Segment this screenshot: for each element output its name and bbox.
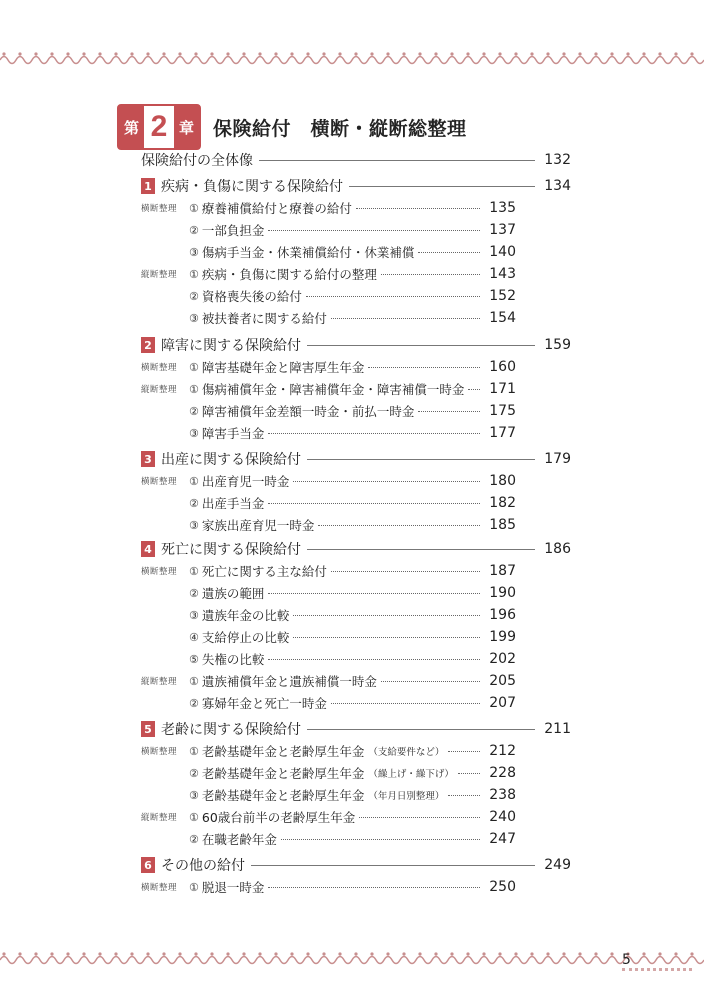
leader-dots	[368, 367, 480, 368]
leader-line	[307, 549, 535, 550]
toc-item-label-group	[141, 562, 327, 580]
leader-dots	[318, 525, 480, 526]
leader-line	[251, 865, 535, 866]
toc-item-label-group	[141, 287, 302, 305]
toc-item[interactable]	[141, 786, 516, 804]
toc-section-6[interactable]	[141, 855, 571, 875]
item-label: 遺族年金の比較	[201, 608, 290, 623]
toc-item-label-group	[141, 358, 364, 376]
item-number-mark: ③	[189, 311, 199, 325]
item-label: 死亡に関する主な給付	[201, 564, 327, 579]
item-label: 60歳台前半の老齢厚生年金	[201, 810, 356, 825]
item-category: 横断整理	[141, 477, 178, 487]
toc-item[interactable]	[141, 243, 516, 261]
chapter-prefix: 第	[124, 118, 140, 137]
section-number-badge: 4	[141, 541, 155, 557]
toc-item-label-group	[141, 221, 264, 239]
item-label: 支給停止の比較	[201, 630, 290, 645]
section-title: 疾病・負傷に関する保険給付	[161, 179, 343, 195]
leader-dots	[268, 433, 480, 434]
item-category: 横断整理	[141, 204, 178, 214]
leader-dots	[268, 230, 480, 231]
toc-item-label-group	[141, 606, 289, 624]
item-page: 190	[489, 585, 516, 601]
toc-item-label-group	[141, 742, 444, 760]
item-page: 250	[489, 879, 516, 895]
toc-item-label-group	[141, 402, 414, 420]
item-label: 被扶養者に関する給付	[201, 311, 327, 326]
toc-item-label-group	[141, 265, 377, 283]
item-label: 老齢基礎年金と老齢厚生年金	[201, 744, 365, 759]
item-page: 228	[489, 765, 516, 781]
chapter-suffix: 章	[179, 118, 195, 137]
page-number: 5	[622, 952, 631, 968]
item-page: 212	[489, 743, 516, 759]
section-number-badge: 1	[141, 178, 155, 194]
toc-item[interactable]	[141, 309, 516, 327]
item-page: 238	[489, 787, 516, 803]
section-title: 障害に関する保険給付	[161, 338, 301, 354]
item-note: （支給要件など）	[368, 747, 445, 758]
toc-item[interactable]	[141, 472, 516, 490]
toc-item-label-group	[141, 764, 454, 782]
item-number-mark: ①	[189, 564, 199, 578]
item-label: 出産育児一時金	[201, 474, 290, 489]
section-number-badge: 3	[141, 451, 155, 467]
leader-dots	[418, 411, 480, 412]
toc-item-label-group	[141, 808, 355, 826]
item-label: 失権の比較	[201, 652, 265, 667]
toc-item[interactable]	[141, 764, 516, 782]
toc-item[interactable]	[141, 694, 516, 712]
item-category: 縦断整理	[141, 385, 178, 395]
section-page: 159	[544, 337, 571, 353]
toc-section-label	[141, 539, 301, 559]
toc-item[interactable]	[141, 562, 516, 580]
item-number-mark: ①	[189, 267, 199, 281]
toc-section-4[interactable]	[141, 539, 571, 559]
section-number-badge: 5	[141, 721, 155, 737]
item-page: 140	[489, 244, 516, 260]
toc-item[interactable]	[141, 265, 516, 283]
toc-item[interactable]	[141, 380, 516, 398]
leader-dots	[268, 503, 480, 504]
bottom-wave-border	[0, 950, 704, 970]
item-number-mark: ①	[189, 674, 199, 688]
leader-dots	[306, 296, 480, 297]
item-category: 横断整理	[141, 567, 178, 577]
toc-section-3[interactable]	[141, 449, 571, 469]
leader-dots	[331, 703, 480, 704]
section-title: その他の給付	[161, 858, 245, 874]
item-note: （繰上げ・繰下げ）	[368, 769, 454, 780]
section-number-badge: 2	[141, 337, 155, 353]
toc-item-label-group	[141, 878, 264, 896]
section-number-badge: 6	[141, 857, 155, 873]
leader-line	[307, 345, 535, 346]
item-label: 障害補償年金差額一時金・前払一時金	[201, 404, 415, 419]
toc-item[interactable]	[141, 672, 516, 690]
item-number-mark: ③	[189, 788, 199, 802]
toc-item-label-group	[141, 243, 414, 261]
leader-dots	[281, 839, 480, 840]
toc-section-2[interactable]	[141, 335, 571, 355]
page-number-dots	[622, 968, 692, 971]
toc-item[interactable]	[141, 424, 516, 442]
item-label: 療養補償給付と療養の給付	[201, 201, 352, 216]
item-number-mark: ②	[189, 696, 199, 710]
toc-item[interactable]	[141, 516, 516, 534]
item-category: 横断整理	[141, 747, 178, 757]
item-page: 160	[489, 359, 516, 375]
leader-dots	[268, 887, 480, 888]
toc-section-1[interactable]	[141, 176, 571, 196]
item-page: 240	[489, 809, 516, 825]
toc-item[interactable]	[141, 584, 516, 602]
leader-dots	[448, 751, 480, 752]
toc-item-label-group	[141, 672, 377, 690]
chapter-number: 2	[144, 106, 174, 148]
toc-item[interactable]	[141, 742, 516, 760]
item-category: 横断整理	[141, 883, 178, 893]
toc-item-label-group	[141, 516, 314, 534]
toc-item-label-group	[141, 380, 464, 398]
item-page: 247	[489, 831, 516, 847]
toc-item[interactable]	[141, 402, 516, 420]
leader-dots	[268, 659, 480, 660]
item-page: 199	[489, 629, 516, 645]
toc-section-label	[141, 335, 301, 355]
item-category: 縦断整理	[141, 677, 178, 687]
item-number-mark: ②	[189, 223, 199, 237]
leader-dots	[293, 637, 480, 638]
leader-dots	[293, 481, 480, 482]
item-label: 遺族補償年金と遺族補償一時金	[201, 674, 377, 689]
item-page: 196	[489, 607, 516, 623]
leader-dots	[458, 773, 480, 774]
item-number-mark: ①	[189, 201, 199, 215]
item-number-mark: ①	[189, 360, 199, 374]
section-page: 249	[544, 857, 571, 873]
item-note: （年月日別整理）	[368, 791, 445, 802]
item-label: 家族出産育児一時金	[201, 518, 315, 533]
toc-item[interactable]	[141, 606, 516, 624]
toc-overview[interactable]	[141, 150, 571, 170]
item-label: 在職老齢年金	[201, 832, 277, 847]
toc-item[interactable]	[141, 199, 516, 217]
leader-dots	[356, 208, 480, 209]
toc-item[interactable]	[141, 287, 516, 305]
item-label: 一部負担金	[201, 223, 265, 238]
item-number-mark: ②	[189, 832, 199, 846]
item-label: 資格喪失後の給付	[201, 289, 302, 304]
section-title: 老齢に関する保険給付	[161, 722, 301, 738]
item-page: 137	[489, 222, 516, 238]
top-wave-border	[0, 50, 704, 70]
section-title: 出産に関する保険給付	[161, 452, 301, 468]
toc-item[interactable]	[141, 830, 516, 848]
item-page: 177	[489, 425, 516, 441]
toc-item[interactable]	[141, 628, 516, 646]
toc-item-label-group	[141, 199, 352, 217]
toc-item-label-group	[141, 584, 264, 602]
toc-item-label-group	[141, 694, 327, 712]
leader-dots	[268, 593, 480, 594]
item-label: 疾病・負傷に関する給付の整理	[201, 267, 377, 282]
item-number-mark: ①	[189, 474, 199, 488]
section-page: 134	[544, 178, 571, 194]
leader-dots	[448, 795, 480, 796]
leader-dots	[293, 615, 480, 616]
item-number-mark: ③	[189, 245, 199, 259]
leader-dots	[381, 274, 480, 275]
item-number-mark: ②	[189, 404, 199, 418]
section-page: 186	[544, 541, 571, 557]
item-category: 縦断整理	[141, 270, 178, 280]
toc-item-label-group	[141, 472, 289, 490]
section-page: 179	[544, 451, 571, 467]
item-label: 老齢基礎年金と老齢厚生年金	[201, 766, 365, 781]
toc-overview-page: 132	[544, 152, 571, 168]
item-page: 205	[489, 673, 516, 689]
item-number-mark: ③	[189, 426, 199, 440]
item-page: 175	[489, 403, 516, 419]
leader-dots	[359, 817, 480, 818]
toc-item-label-group	[141, 628, 289, 646]
item-number-mark: ⑤	[189, 652, 199, 666]
leader-line	[349, 186, 535, 187]
item-number-mark: ④	[189, 630, 199, 644]
item-number-mark: ①	[189, 880, 199, 894]
toc-item-label-group	[141, 494, 264, 512]
leader-dots	[331, 571, 480, 572]
toc-section-label	[141, 176, 343, 196]
toc-section-5[interactable]	[141, 719, 571, 739]
section-title: 死亡に関する保険給付	[161, 542, 301, 558]
toc-section-label	[141, 855, 245, 875]
item-page: 182	[489, 495, 516, 511]
toc-item-label-group	[141, 650, 264, 668]
section-page: 211	[544, 721, 571, 737]
item-label: 障害手当金	[201, 426, 265, 441]
toc-item[interactable]	[141, 494, 516, 512]
leader-dots	[381, 681, 480, 682]
item-label: 傷病手当金・休業補償給付・休業補償	[201, 245, 415, 260]
item-page: 135	[489, 200, 516, 216]
item-label: 寡婦年金と死亡一時金	[201, 696, 327, 711]
item-page: 187	[489, 563, 516, 579]
item-page: 154	[489, 310, 516, 326]
toc-section-label	[141, 719, 301, 739]
leader-line	[307, 729, 535, 730]
item-category: 縦断整理	[141, 813, 178, 823]
toc-item-label-group	[141, 830, 277, 848]
item-label: 出産手当金	[201, 496, 265, 511]
toc-section-label	[141, 449, 301, 469]
leader-line	[259, 160, 535, 161]
toc-overview-label: 保険給付の全体像	[141, 153, 253, 169]
item-page: 185	[489, 517, 516, 533]
item-page: 152	[489, 288, 516, 304]
item-label: 脱退一時金	[201, 880, 265, 895]
item-label: 障害基礎年金と障害厚生年金	[201, 360, 365, 375]
item-number-mark: ②	[189, 289, 199, 303]
item-number-mark: ②	[189, 766, 199, 780]
leader-dots	[418, 252, 480, 253]
item-number-mark: ①	[189, 810, 199, 824]
item-number-mark: ③	[189, 608, 199, 622]
toc-item[interactable]	[141, 878, 516, 896]
toc-item-label-group	[141, 424, 264, 442]
toc-item[interactable]	[141, 650, 516, 668]
item-label: 老齢基礎年金と老齢厚生年金	[201, 788, 365, 803]
item-number-mark: ①	[189, 744, 199, 758]
item-number-mark: ②	[189, 496, 199, 510]
toc-item[interactable]	[141, 221, 516, 239]
chapter-badge	[117, 104, 201, 150]
item-label: 傷病補償年金・障害補償年金・障害補償一時金	[201, 382, 465, 397]
leader-dots	[468, 389, 480, 390]
item-page: 207	[489, 695, 516, 711]
item-page: 171	[489, 381, 516, 397]
item-number-mark: ③	[189, 518, 199, 532]
leader-line	[307, 459, 535, 460]
item-page: 202	[489, 651, 516, 667]
item-page: 143	[489, 266, 516, 282]
item-number-mark: ①	[189, 382, 199, 396]
toc-item[interactable]	[141, 808, 516, 826]
item-page: 180	[489, 473, 516, 489]
leader-dots	[331, 318, 480, 319]
toc-item[interactable]	[141, 358, 516, 376]
item-label: 遺族の範囲	[201, 586, 265, 601]
item-category: 横断整理	[141, 363, 178, 373]
item-number-mark: ②	[189, 586, 199, 600]
toc-item-label-group	[141, 786, 444, 804]
toc-item-label-group	[141, 309, 327, 327]
chapter-heading	[117, 104, 467, 150]
chapter-title: 保険給付 横断・縦断総整理	[213, 117, 467, 140]
